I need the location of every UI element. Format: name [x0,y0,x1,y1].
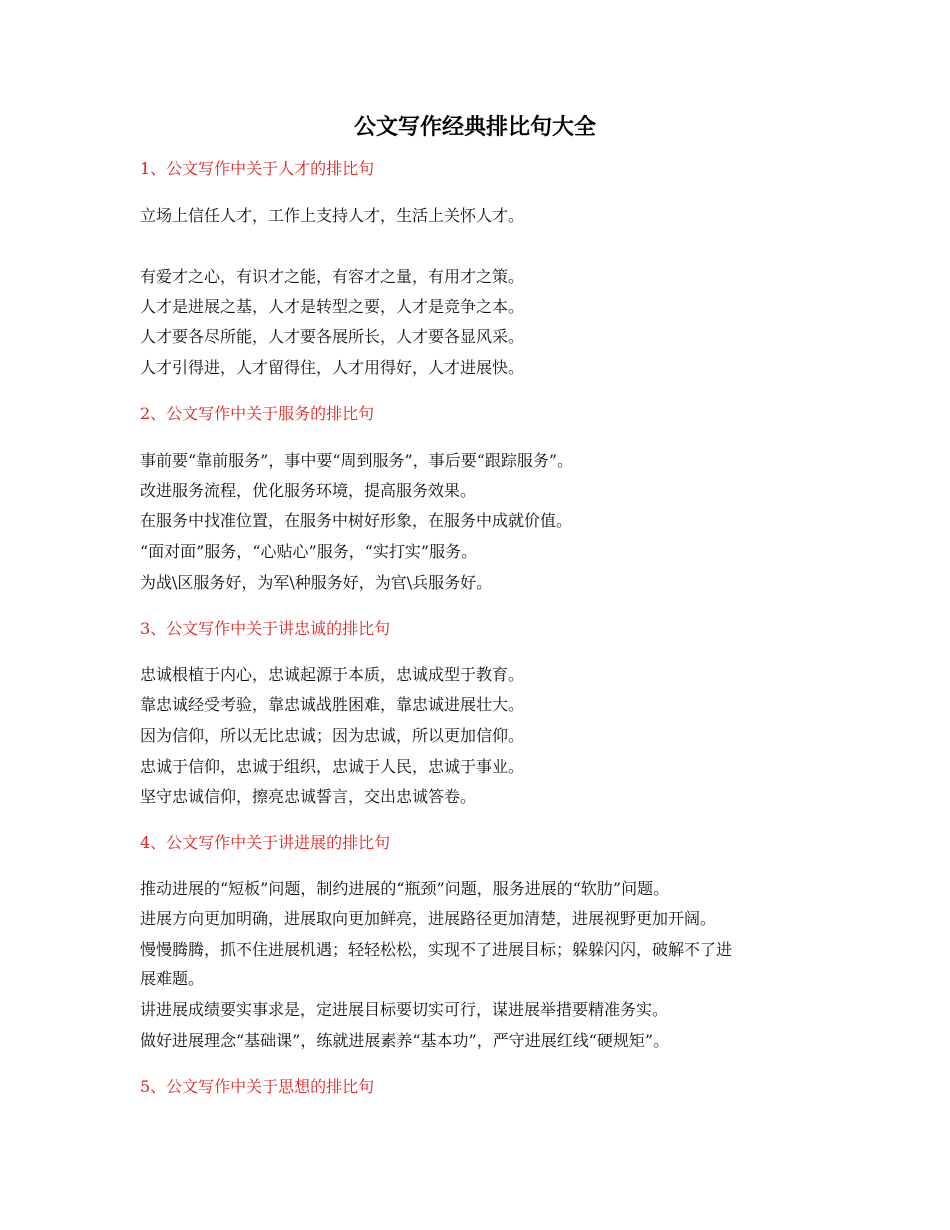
section-line: 靠忠诚经受考验，靠忠诚战胜困难，靠忠诚进展壮大。 [140,695,525,714]
section-heading-service: 2、公文写作中关于服务的排比句 [140,404,375,423]
section-line: 慢慢腾腾，抓不住进展机遇；轻轻松松，实现不了进展目标；躲躲闪闪，破解不了进 [140,940,733,959]
section-line: 忠诚根植于内心，忠诚起源于本质，忠诚成型于教育。 [140,665,525,684]
section-line: 人才引得进，人才留得住，人才用得好，人才进展快。 [140,358,525,377]
section-line: 忠诚于信仰，忠诚于组织，忠诚于人民，忠诚于事业。 [140,757,525,776]
section-line: 推动进展的“短板”问题，制约进展的“瓶颈”问题，服务进展的“软肋”问题。 [140,879,670,898]
section-heading-development: 4、公文写作中关于讲进展的排比句 [140,833,391,852]
section-line: 事前要“靠前服务”，事中要“周到服务”，事后要“跟踪服务”。 [140,451,574,470]
section-line: 改进服务流程，优化服务环境，提高服务效果。 [140,481,477,500]
section-line: 展难题。 [140,969,205,988]
section-line: 讲进展成绩要实事求是，定进展目标要切实可行，谋进展举措要精准务实。 [140,1000,669,1019]
section-line: 因为信仰，所以无比忠诚；因为忠诚，所以更加信仰。 [140,726,525,745]
section-line: 进展方向更加明确，进展取向更加鲜亮，进展路径更加清楚，进展视野更加开阔。 [140,909,717,928]
section-heading-loyalty: 3、公文写作中关于讲忠诚的排比句 [140,619,391,638]
section-line: 在服务中找准位置，在服务中树好形象，在服务中成就价值。 [140,511,573,530]
section-line: “面对面”服务，“心贴心”服务，“实打实”服务。 [140,542,478,561]
section-line: 有爱才之心，有识才之能，有容才之量，有用才之策。 [140,267,525,286]
section-line: 坚守忠诚信仰，擦亮忠诚誓言，交出忠诚答卷。 [140,787,477,806]
section-heading-thought: 5、公文写作中关于思想的排比句 [140,1077,375,1096]
section-line: 人才是进展之基，人才是转型之要，人才是竞争之本。 [140,297,525,316]
section-line: 人才要各尽所能，人才要各展所长，人才要各显风采。 [140,327,525,346]
section-line: 做好进展理念“基础课”，练就进展素养“基本功”，严守进展红线“硬规矩”。 [140,1031,670,1050]
document-title: 公文写作经典排比句大全 [353,115,596,140]
section-heading-talent: 1、公文写作中关于人才的排比句 [140,159,375,178]
section-line: 立场上信任人才，工作上支持人才，生活上关怀人才。 [140,206,525,225]
section-line: 为战\区服务好，为军\种服务好，为官\兵服务好。 [140,573,493,592]
